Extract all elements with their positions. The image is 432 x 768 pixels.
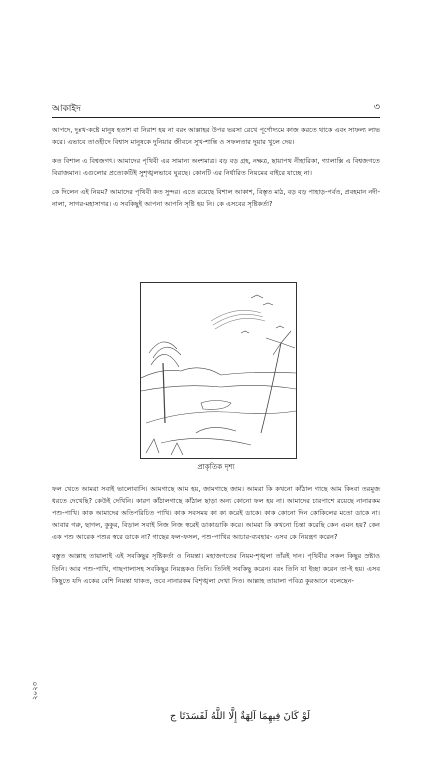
- paragraph-who-made-rule: কে দিলেন এই নিয়ম? আমাদের পৃথিবী কত সুন্দর। এতে রয়েছে বিশাল আকাশ, বিস্তৃত মাঠ, বড় বড় পাহাড়-পর্বত, প্রবহমান নদী-নালা, সাগর-মহাসাগর। এ সবকিছুই আপনা আপনি সৃষ্টি হয় নি। কে এসবের সৃষ্টিকর্তা?: [52, 188, 380, 209]
- page-header: [52, 101, 380, 115]
- intro-text-block: [52, 124, 380, 218]
- header-rule: [52, 117, 380, 118]
- chapter-title: আকাইদ: [52, 104, 81, 114]
- nature-scene-drawing: [141, 283, 296, 458]
- page-number: ৩: [373, 102, 380, 113]
- paragraph-fruits-animals: ফল খেতে আমরা সবাই ভালোবাসি। আমগাছে আম হয়, জামগাছে জাম। আমরা কি কখনো কাঁঠাল গাছে আম কিংবা তরমুজ ধরতে দেখেছি? কেউই দেখিনি। কারণ কাঁঠালগাছে কাঁঠাল ছাড়া অন্য কোনো ফল হয় না। আমাদের চারপাশে রয়েছে নানারকম পশু-পাখি। কাক আমাদের অতিপরিচিত পাখি। কাক সবসময় কা কা করেই ডাকে। কাক কোনো দিন কোকিলের মতো ডাকে না। আবার গরু, ছাগল, কুকুর, বিড়াল সবাই নিজ নিজ স্বরেই ডাকাডাকি করে। আমরা কি কখনো চিন্তা করেছি কেন এমন হয়? কেন এক পশু আরেক পশুর স্বরে ডাকে না? গাছের ফল-ফসল, পশু-পাখির আচার-ব্যবহার- এসব কে নিয়ন্ত্রণ করেন?: [52, 485, 380, 542]
- figure-caption: প্রাকৃতিক দৃশ্য: [197, 462, 235, 471]
- paragraph-allah-creator: বস্তুত আল্লাহ তায়ালাই এই সবকিছুর সৃষ্টিকর্তা ও নিয়ন্তা। মহাজগতের নিয়ম-শৃঙ্খলা তাঁরই দান। পৃথিবীর সকল কিছুর স্রষ্টাও তিনি। আর পশু-পাখি, গাছপালাসহ সবকিছুর নিয়ন্ত্রকও তিনি। তিনিই সবকিছু করেন। বরং তিনি যা ইচ্ছা করেন তা-ই হয়। এসব কিছুতে যদি একের বেশি নিয়ন্তা থাকত, তবে নানারকম বিশৃঙ্খলা দেখা দিত। আল্লাহ তায়ালা পবিত্র কুরআনে বলেছেন-: [52, 552, 380, 585]
- main-text-block: [52, 483, 380, 594]
- nature-scene-illustration: [140, 282, 297, 459]
- paragraph-universe: কত বিশাল এ বিশ্বজগৎ। আমাদের পৃথিবী এর সামান্য অংশমাত্র। বড় বড় গ্রহ, নক্ষত্র, ছায়াপথ নীহারিকা, গ্যালাক্সি এ বিশ্বজগতে বিরাজমান। এগুলোর প্রত্যেকটিই সুশৃঙ্খলভাবে ঘুরছে। কোনটি এর নির্ধারিত নিয়মের বাইরে যাচ্ছে না।: [52, 157, 380, 178]
- paragraph-hope: আপদে, দুঃখ-কষ্টে মানুষ হতাশ বা নিরাশ হয় না বরং আল্লাহর উপর ভরসা রেখে পূর্ণোদ্যমে কাজ করতে থাকে এবং সাফল্য লাভ করে। এভাবে তাওহীদে বিশ্বাস মানুষকে দুনিয়ার জীবনে সুখ-শান্তি ও সফলতার দুয়ার খুলে দেয়।: [52, 126, 380, 147]
- margin-number: ২০২৩: [31, 681, 39, 700]
- quran-verse: لَوْ كَانَ فِيهِمَا آلِهَةٌ إِلَّا اللَّهُ لَفَسَدَتَا ج: [169, 711, 311, 722]
